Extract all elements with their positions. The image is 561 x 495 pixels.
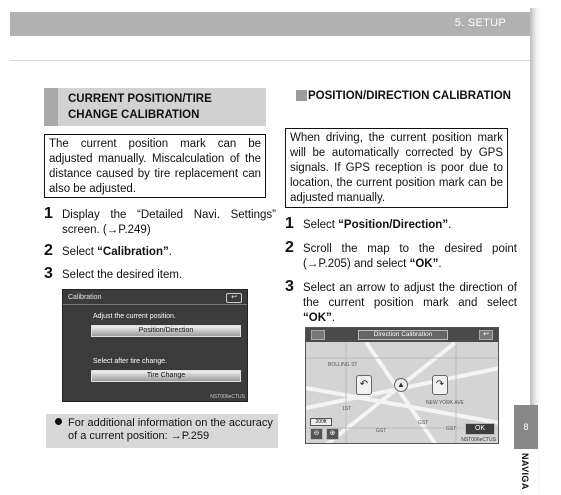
zoom-in-button[interactable]: ⊕	[326, 428, 339, 440]
map-scale: 200ft	[310, 418, 332, 426]
step-text: Display the “Detailed Navi. Settings” screen. (→P.249)	[62, 209, 276, 236]
arrow-icon: →	[306, 258, 319, 270]
tire-change-label: Select after tire change.	[93, 358, 167, 365]
page-ref-link[interactable]: P.259	[181, 430, 210, 442]
rotate-right-arrow-button[interactable]: ↷	[432, 375, 448, 395]
left-heading-title	[68, 91, 212, 123]
page-ref-link[interactable]: P.249)	[118, 224, 151, 236]
step-number: 3	[285, 278, 294, 295]
step-text: Select “Position/Direction”.	[303, 219, 452, 231]
step-number: 1	[285, 215, 294, 232]
calibration-screenshot	[62, 289, 248, 402]
step-text: Select an arrow to adjust the direction of the current position mark and select “OK”.	[303, 282, 517, 324]
arrow-icon: →	[106, 224, 119, 236]
street-label: GST	[376, 428, 387, 434]
left-heading-line1: CURRENT POSITION/TIRE	[68, 93, 212, 105]
direction-calibration-screenshot	[305, 327, 499, 444]
rotate-left-arrow-button[interactable]: ↶	[356, 375, 372, 395]
current-position-icon: ▲	[394, 378, 408, 392]
right-intro-box: When driving, the current position mark will be automatically corrected by GPS signals. If GPS reception is poor due to location, the current position mark can be adjusted manually.	[285, 128, 508, 208]
street-label: GST	[418, 420, 429, 426]
section-title: 5. SETUP	[454, 17, 506, 29]
left-heading-line2: CHANGE CALIBRATION	[68, 109, 200, 121]
header-divider	[10, 60, 530, 61]
screen-title: Direction Calibration	[358, 330, 448, 340]
street-label: NEW YORK AVE	[426, 400, 464, 406]
chapter-number-tab: 8	[514, 405, 538, 449]
step-text: Select “Calibration”.	[62, 246, 172, 258]
heading-marker	[296, 90, 307, 101]
street-label: 1ST	[342, 406, 352, 412]
manual-page	[10, 0, 530, 495]
bullet-icon	[55, 418, 62, 425]
menu-icon[interactable]	[311, 330, 325, 340]
right-heading-title: POSITION/DIRECTION CALIBRATION	[308, 90, 511, 102]
back-icon[interactable]: ↩	[226, 293, 242, 303]
arrow-icon: →	[170, 430, 182, 442]
step-number: 1	[44, 205, 53, 222]
left-intro-box: The current position mark can be adjusted manually. Miscalculation of the distance caused by tire replacement can also be adjusted.	[44, 134, 266, 198]
image-code: NST006eCTUS	[210, 394, 245, 400]
heading-marker	[44, 88, 58, 126]
step-number: 3	[44, 265, 53, 282]
street-label: BOLLING ST	[328, 362, 358, 368]
step-text: Select the desired item.	[62, 269, 183, 281]
position-direction-button[interactable]: Position/Direction	[91, 325, 241, 337]
left-heading	[44, 88, 266, 126]
tire-change-button[interactable]: Tire Change	[91, 370, 241, 382]
section-header-bar	[10, 12, 530, 36]
image-code: NST006eCTUS	[461, 437, 496, 443]
street-label: GST	[446, 426, 457, 432]
note-text: For additional information on the accuracy of a current position:	[68, 417, 273, 442]
step-text: Scroll the map to the desired point (→P.205) and select “OK”.	[303, 243, 517, 270]
step-number: 2	[285, 239, 294, 256]
page-ref-link[interactable]: P.205) and select	[318, 258, 410, 270]
step-number: 2	[44, 242, 53, 259]
ok-button[interactable]: OK	[465, 423, 495, 435]
chapter-side-tab	[514, 449, 538, 495]
zoom-out-button[interactable]: ⊖	[310, 428, 323, 440]
back-icon[interactable]: ↩	[479, 330, 493, 340]
screen-title: Calibration	[68, 294, 102, 301]
adjust-position-label: Adjust the current position.	[93, 313, 176, 320]
chapter-tab-label: NAVIGA	[520, 453, 530, 490]
info-note	[46, 414, 278, 448]
